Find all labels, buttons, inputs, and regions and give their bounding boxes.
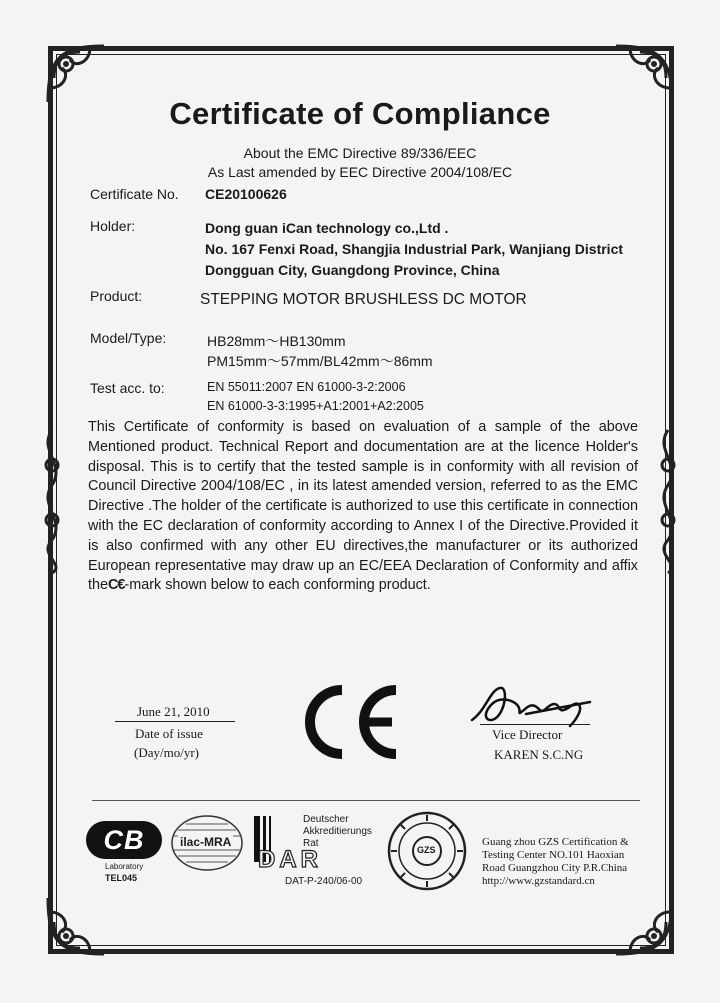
issue-date: June 21, 2010 (137, 704, 210, 719)
certificate-title: Certificate of Compliance (169, 96, 551, 131)
ce-mark (296, 684, 402, 760)
holder-name: Dong guan iCan technology co.,Ltd . (205, 220, 449, 236)
corner-ornament-bottom-right (608, 890, 680, 962)
dar-letters: DAR (258, 846, 322, 873)
corner-ornament-bottom-left (40, 890, 112, 962)
issuer-line-3: Road Guangzhou City P.R.China (482, 862, 628, 874)
dar-text-2: Akkreditierungs (303, 826, 372, 837)
cb-lab-code: TEL045 (105, 873, 138, 883)
cb-laboratory-text: Laboratory (105, 862, 144, 871)
signatory-name: KAREN S.C.NG (494, 747, 584, 762)
issuer-line-1: Guang zhou GZS Certification & (482, 836, 629, 848)
directive-line-1: About the EMC Directive 89/336/EEC (243, 145, 477, 161)
directive-line-2: As Last amended by EEC Directive 2004/108/EC (207, 164, 513, 180)
date-underline (115, 721, 235, 722)
side-ornament-left (33, 425, 71, 575)
model-line-2: PM15mm～57mm/BL42mm～86mm (207, 353, 433, 369)
product-label: Product: (90, 288, 143, 304)
test-standards-1: EN 55011:2007 EN 61000-3-2:2006 (207, 380, 406, 394)
ilac-mra-text: ilac-MRA (180, 835, 232, 849)
signatory-title: Vice Director (492, 727, 563, 742)
footer-divider (92, 800, 640, 801)
holder-label: Holder: (90, 218, 136, 234)
body-text-end: -mark shown below to each conforming product. (124, 577, 431, 594)
issue-date-label: Date of issue (135, 726, 203, 741)
certificate-number-label: Certificate No. (90, 186, 179, 202)
dar-accreditation-code: DAT-P-240/06-00 (285, 876, 363, 887)
certificate-body-text (88, 418, 638, 596)
director-signature (466, 680, 596, 730)
holder-address-1: No. 167 Fenxi Road, Shangjia Industrial Park, Wanjiang District (205, 241, 624, 257)
issuer-info (482, 836, 652, 888)
issuer-line-2: Testing Center NO.101 Haoxian (482, 849, 625, 861)
body-text-main: This Certificate of conformity is based on evaluation of a sample of the above Mentioned product. Technical Report and documentation are at the licence Holder's disposal. This is to certify that the tested sample is in conformity with all revision of Council Directive 2004/108/EC , in its latest amended version, referred to as the EMC Directive .The holder of the certificate is authorized to use this certificate in connection with the EC declaration of conformity according to Annex I of the Directive.Provided it is also confirmed with any other EU directives,the manufacturer or its authorized European representative may draw up an EC/EEA Declaration of Conformity and affix the (88, 419, 638, 594)
cb-logo: CB (86, 821, 162, 859)
model-label: Model/Type: (90, 330, 167, 346)
date-format-label: (Day/mo/yr) (134, 745, 199, 760)
model-line-1: HB28mm～HB130mm (207, 333, 346, 349)
dar-text-1: Deutscher (303, 814, 349, 825)
holder-address-2: Dongguan City, Guangdong Province, China (205, 262, 500, 278)
signature-line (480, 724, 590, 725)
inline-ce-mark: C€ (108, 577, 125, 594)
test-standards-2: EN 61000-3-3:1995+A1:2001+A2:2005 (207, 399, 424, 413)
issuer-website: http://www.gzstandard.cn (482, 875, 595, 887)
certificate-number: CE20100626 (205, 186, 287, 202)
test-label: Test acc. to: (90, 380, 165, 396)
side-ornament-right (649, 425, 687, 575)
product-name: STEPPING MOTOR BRUSHLESS DC MOTOR (200, 291, 527, 308)
dar-text-3: Rat (303, 838, 319, 849)
gzs-seal-text: GZS (417, 845, 436, 855)
